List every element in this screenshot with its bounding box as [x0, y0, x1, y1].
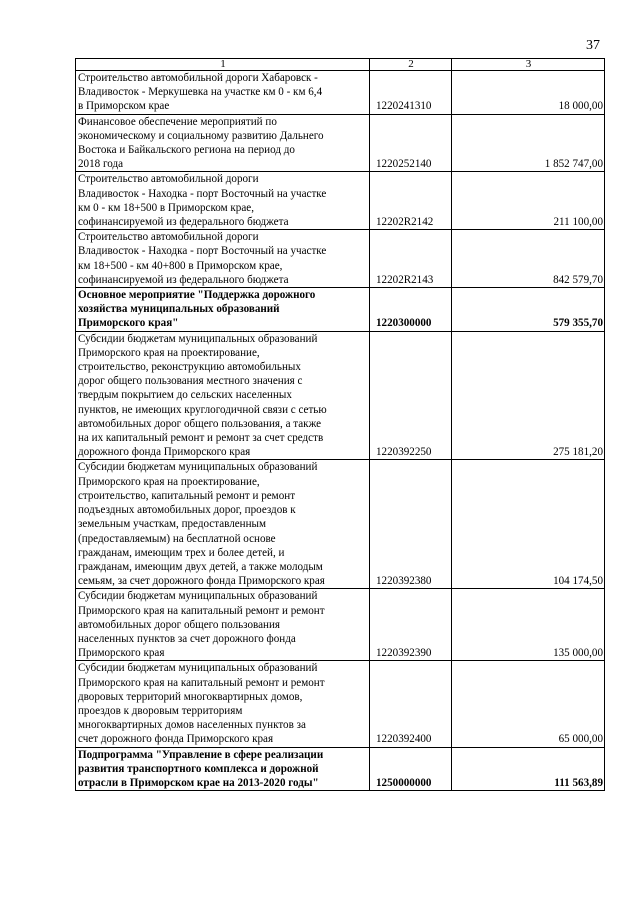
table-row	[76, 172, 605, 230]
row-description	[76, 331, 370, 460]
description-line: Приморского края на проектирование,	[78, 475, 260, 488]
description-line: населенных пунктов за счет дорожного фонда	[78, 632, 296, 645]
row-description	[76, 71, 370, 115]
description-line: Субсидии бюджетам муниципальных образований	[78, 662, 318, 675]
row-description	[76, 747, 370, 791]
description-line: строительство, реконструкцию автомобильных	[78, 361, 301, 374]
description-line: Основное мероприятие "Поддержка дорожного	[78, 289, 316, 302]
row-code: 12202R2143	[370, 230, 452, 288]
row-code: 1220252140	[370, 114, 452, 172]
description-line: Субсидии бюджетам муниципальных образований	[78, 332, 318, 345]
row-code: 1220300000	[370, 288, 452, 332]
table-row	[76, 230, 605, 288]
table-row	[76, 288, 605, 332]
row-description	[76, 114, 370, 172]
table-row	[76, 747, 605, 791]
row-amount: 18 000,00	[452, 71, 605, 115]
row-description	[76, 589, 370, 661]
description-line: Подпрограмма "Управление в сфере реализации	[78, 748, 324, 761]
description-line: отрасли в Приморском крае на 2013-2020 годы"	[78, 776, 319, 789]
row-description	[76, 661, 370, 747]
description-line: дворовых территорий многоквартирных домов,	[78, 690, 303, 703]
description-line: развития транспортного комплекса и дорожной	[78, 762, 319, 775]
column-header-1: 1	[76, 59, 370, 71]
description-line: Субсидии бюджетам муниципальных образований	[78, 461, 318, 474]
column-header-3: 3	[452, 59, 605, 71]
row-amount: 111 563,89	[452, 747, 605, 791]
table-row	[76, 114, 605, 172]
description-line: земельным участкам, предоставленным	[78, 518, 267, 531]
description-line: Приморского края на проектирование,	[78, 346, 260, 359]
description-line: автомобильных дорог общего пользования, а также	[78, 417, 322, 430]
row-code: 1220392380	[370, 460, 452, 589]
row-amount: 579 355,70	[452, 288, 605, 332]
row-amount: 211 100,00	[452, 172, 605, 230]
description-line: автомобильных дорог общего пользования	[78, 618, 281, 631]
table-row	[76, 589, 605, 661]
table-header-row	[76, 59, 605, 71]
description-line: проездов к дворовым территориям	[78, 704, 243, 717]
description-line: семьям, за счет дорожного фонда Приморского края	[78, 575, 325, 588]
description-line: Строительство автомобильной дороги	[78, 231, 259, 244]
table-row	[76, 460, 605, 589]
column-header-2: 2	[370, 59, 452, 71]
row-description	[76, 172, 370, 230]
row-code: 1220392250	[370, 331, 452, 460]
description-line: Приморского края на капитальный ремонт и ремонт	[78, 604, 325, 617]
description-line: Владивосток - Находка - порт Восточный на участке	[78, 187, 327, 200]
description-line: счет дорожного фонда Приморского края	[78, 733, 274, 746]
row-amount: 1 852 747,00	[452, 114, 605, 172]
description-line: дорог общего пользования местного значения с	[78, 375, 303, 388]
description-line: гражданам, имеющим трех и более детей, и	[78, 546, 285, 559]
row-code: 1220392390	[370, 589, 452, 661]
description-line: Финансовое обеспечение мероприятий по	[78, 115, 277, 128]
description-line: в Приморском крае	[78, 100, 170, 113]
row-description	[76, 230, 370, 288]
description-line: твердым покрытием до сельских населенных	[78, 389, 292, 402]
row-code: 1220241310	[370, 71, 452, 115]
description-line: на их капитальный ремонт и ремонт за счет средств	[78, 432, 324, 445]
description-line: строительство, капитальный ремонт и ремонт	[78, 489, 296, 502]
description-line: 2018 года	[78, 158, 124, 171]
description-line: км 18+500 - км 40+800 в Приморском крае,	[78, 259, 283, 272]
description-line: софинансируемой из федерального бюджета	[78, 273, 289, 286]
description-line: Востока и Байкальского региона на период до	[78, 144, 295, 157]
row-amount: 842 579,70	[452, 230, 605, 288]
description-line: пунктов, не имеющих круглогодичной связи с сетью	[78, 403, 327, 416]
description-line: подъездных автомобильных дорог, проездов к	[78, 504, 296, 517]
description-line: Субсидии бюджетам муниципальных образований	[78, 590, 318, 603]
row-description	[76, 460, 370, 589]
row-code: 1250000000	[370, 747, 452, 791]
description-line: км 0 - км 18+500 в Приморском крае,	[78, 201, 254, 214]
description-line: Приморского края"	[78, 317, 179, 330]
description-line: Строительство автомобильной дороги Хабаровск -	[78, 72, 318, 84]
budget-table	[75, 58, 605, 791]
row-code: 12202R2142	[370, 172, 452, 230]
row-amount: 135 000,00	[452, 589, 605, 661]
description-line: софинансируемой из федерального бюджета	[78, 216, 289, 229]
row-code: 1220392400	[370, 661, 452, 747]
description-line: (предоставляемым) на бесплатной основе	[78, 532, 276, 545]
table-row	[76, 331, 605, 460]
description-line: экономическому и социальному развитию Дальнего	[78, 129, 324, 142]
row-description	[76, 288, 370, 332]
description-line: Владивосток - Меркушевка на участке км 0 - км 6,4	[78, 86, 323, 99]
row-amount: 275 181,20	[452, 331, 605, 460]
table-row	[76, 661, 605, 747]
description-line: Приморского края на капитальный ремонт и ремонт	[78, 676, 325, 689]
table-body	[76, 71, 605, 791]
description-line: многоквартирных домов населенных пунктов за	[78, 719, 306, 732]
page-number: 37	[586, 38, 600, 53]
table-row	[76, 71, 605, 115]
description-line: Строительство автомобильной дороги	[78, 173, 259, 186]
description-line: Приморского края	[78, 647, 165, 660]
description-line: Владивосток - Находка - порт Восточный на участке	[78, 245, 327, 258]
description-line: гражданам, имеющим двух детей, а также молодым	[78, 560, 323, 573]
description-line: хозяйства муниципальных образований	[78, 303, 280, 316]
row-amount: 65 000,00	[452, 661, 605, 747]
row-amount: 104 174,50	[452, 460, 605, 589]
description-line: дорожного фонда Приморского края	[78, 446, 251, 459]
